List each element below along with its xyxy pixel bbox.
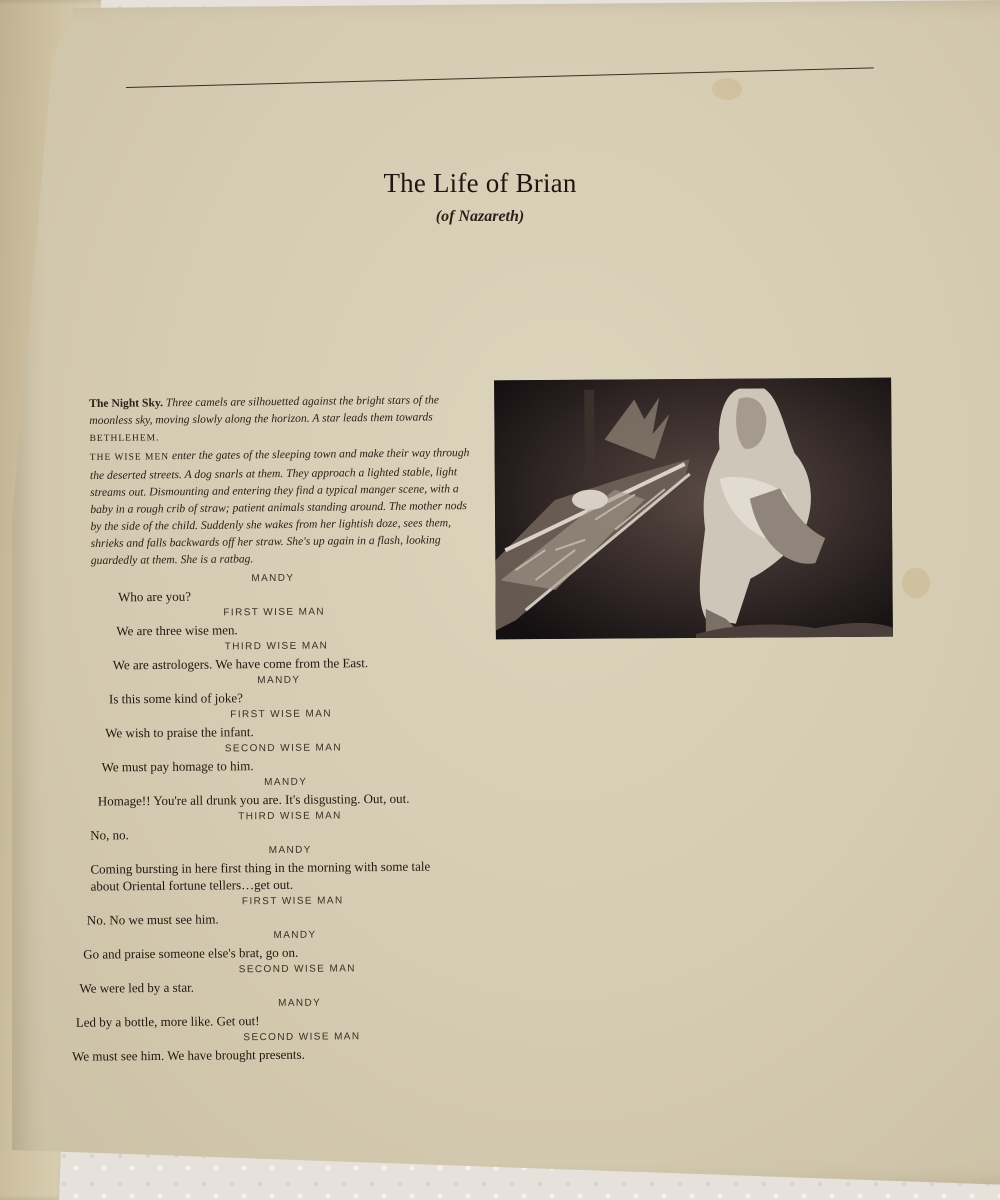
dialogue-line: No, no.	[90, 827, 129, 843]
stage-direction	[89, 391, 481, 569]
stage-direction-lead: The Night Sky.	[89, 396, 164, 411]
stage-direction-text: Three camels are silhouetted against the bright stars of the moonless sky, moving slowly along the horizon. A star leads them towards	[89, 393, 440, 428]
speaker-name: SECOND WISE MAN	[238, 963, 356, 976]
paper-stain	[712, 78, 742, 100]
stage-direction-paragraph-2	[90, 444, 481, 569]
dialogue-line: No. No we must see him.	[86, 911, 219, 928]
dialogue-line: We are astrologers. We have come from the East.	[112, 655, 369, 673]
stage-direction-place: BETHLEHEM.	[89, 433, 160, 445]
speaker-name: FIRST WISE MAN	[230, 708, 332, 721]
stage-direction-caps: THE WISE MEN	[89, 452, 170, 464]
stage-direction-paragraph-1	[89, 391, 480, 448]
stage-direction-text: enter the gates of the sleeping town and make their way through the deserted streets. A dog snarls at them. They approach a lighted stable, light streams out. Dismounting and entering they find a typical manger scene, with a baby in a rough crib of straw; patient animals standing around. The mother nods by the side of the child. Suddenly she wakes from her lightish doze, sees them, shrieks and falls backwards off her straw. She's up again in a flash, looking guardedly at them. She is a ratbag.	[89, 446, 470, 568]
speaker-name: MANDY	[278, 997, 322, 1009]
dialogue-line: Coming bursting in here first thing in the morning with some tale about Oriental fortune tellers…get out.	[90, 858, 431, 894]
speaker-name: FIRST WISE MAN	[223, 606, 326, 619]
page-subtitle: (of Nazareth)	[435, 208, 525, 225]
speaker-name: FIRST WISE MAN	[241, 895, 344, 908]
manger-photo-icon	[494, 378, 893, 640]
speaker-name: MANDY	[257, 674, 301, 687]
dialogue-line: Go and praise someone else's brat, go on.	[83, 944, 299, 962]
speaker-name: SECOND WISE MAN	[224, 742, 343, 755]
manger-photo-illustration	[494, 378, 893, 640]
speaker-name: MANDY	[273, 929, 317, 941]
speaker-name: THIRD WISE MAN	[224, 640, 329, 653]
dialogue-line: We wish to praise the infant.	[105, 724, 254, 741]
dialogue-line: Homage!! You're all drunk you are. It's disgusting. Out, out.	[97, 790, 410, 809]
speaker-name: SECOND WISE MAN	[243, 1031, 361, 1044]
dialogue-line: We must see him. We have brought presents.	[72, 1046, 305, 1064]
paper-stain	[902, 568, 930, 598]
dialogue-line: We must pay homage to him.	[101, 758, 254, 775]
speaker-name: MANDY	[251, 572, 295, 585]
speaker-name: MANDY	[268, 844, 312, 857]
page-title: The Life of Brian	[383, 168, 577, 198]
dialogue-line: Is this some kind of joke?	[108, 690, 243, 707]
dialogue-line: Who are you?	[118, 588, 192, 605]
dialogue-block	[68, 568, 472, 1064]
speaker-name: THIRD WISE MAN	[238, 810, 342, 823]
dialogue-line: Led by a bottle, more like. Get out!	[75, 1013, 260, 1030]
speaker-name: MANDY	[264, 776, 308, 789]
dialogue-line: We were led by a star.	[79, 979, 195, 996]
dialogue-line: We are three wise men.	[116, 622, 238, 639]
